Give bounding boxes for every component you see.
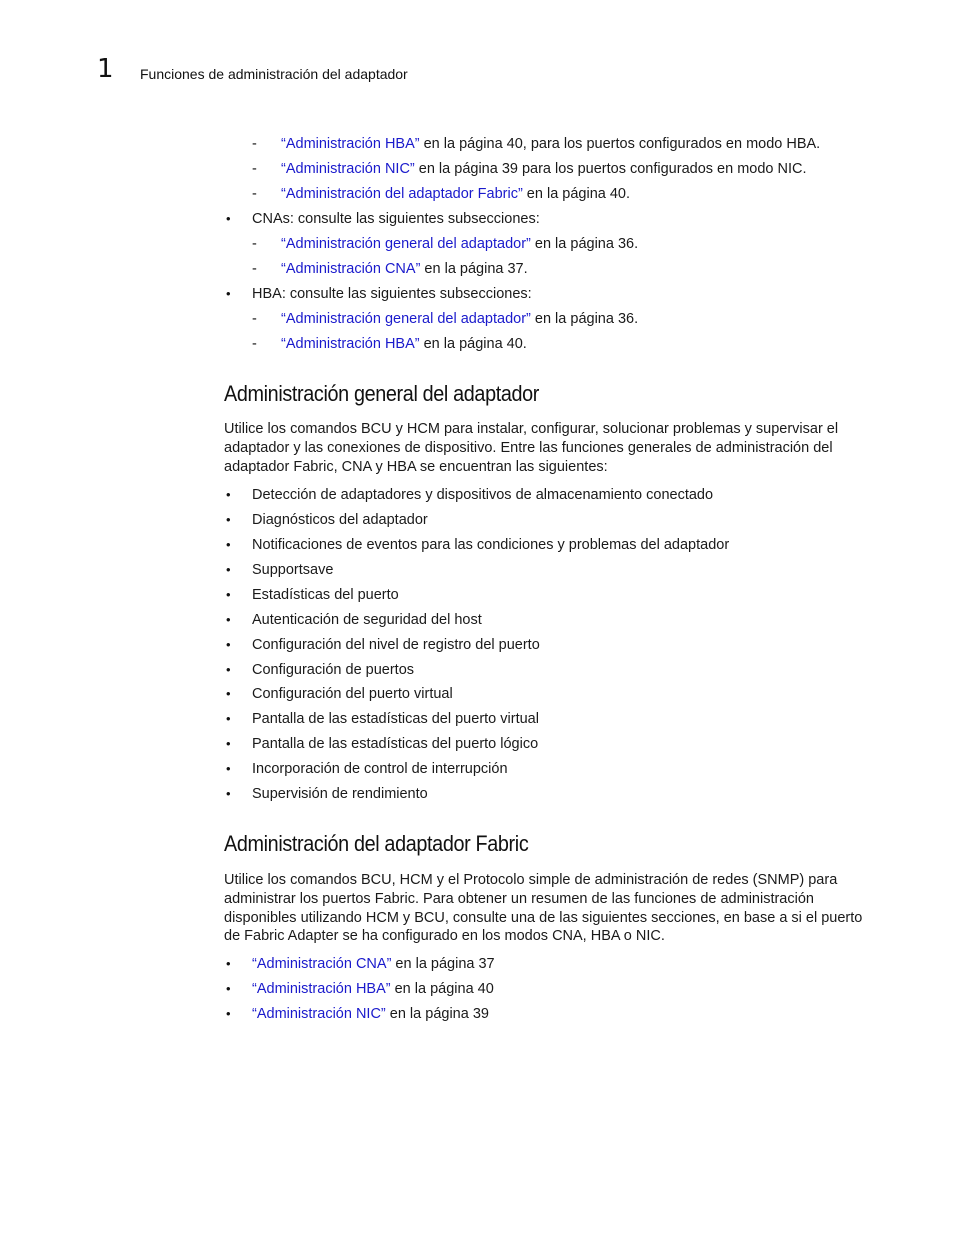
bullet-icon: • [226, 537, 231, 552]
bullet-icon: • [226, 956, 231, 971]
list-item-text: en la página 40. [419, 336, 527, 352]
list-item: Configuración del nivel de registro del puerto [252, 637, 540, 653]
list-item-text: en la página 39 [385, 1006, 489, 1022]
bullet-icon: • [226, 736, 231, 751]
list-item-text: en la página 40. [522, 186, 631, 202]
list-item: Configuración del puerto virtual [252, 686, 453, 702]
xref-link[interactable]: “Administración general del adaptador” [281, 236, 531, 252]
paragraph-line: de Fabric Adapter se ha configurado en los modos CNA, HBA o NIC. [224, 928, 665, 945]
xref-link[interactable]: “Administración HBA” [281, 136, 420, 152]
list-item-text: en la página 40 [390, 981, 494, 997]
dash-marker: - [252, 186, 257, 202]
dash-marker: - [252, 336, 257, 352]
list-item: Supervisión de rendimiento [252, 786, 428, 802]
xref-link[interactable]: “Administración del adaptador Fabric” [281, 186, 523, 202]
list-item-text: en la página 39 para los puertos configurados en modo NIC. [414, 161, 807, 177]
list-item: Detección de adaptadores y dispositivos de almacenamiento conectado [252, 487, 714, 503]
bullet-icon: • [226, 612, 231, 627]
list-item-hba: HBA: consulte las siguientes subsecciones: [252, 286, 532, 302]
dash-marker: - [252, 236, 257, 252]
bullet-icon: • [226, 286, 231, 301]
chapter-number: 1 [97, 54, 114, 84]
list-item-cnas: CNAs: consulte las siguientes subsecciones: [252, 211, 540, 227]
list-item [281, 135, 820, 153]
section-fabric-paragraph [224, 871, 874, 946]
bullet-icon: • [226, 587, 231, 602]
list-item [252, 980, 494, 998]
bullet-icon: • [226, 512, 231, 527]
list-item [281, 310, 638, 328]
section-general-paragraph [224, 420, 874, 476]
dash-marker: - [252, 136, 257, 152]
section-heading-fabric: Administración del adaptador Fabric [224, 831, 529, 856]
section-heading-general: Administración general del adaptador [224, 381, 540, 406]
list-item-text: en la página 36. [530, 236, 639, 252]
bullet-icon: • [226, 662, 231, 677]
list-item-text: en la página 40, para los puertos configurados en modo HBA. [419, 136, 821, 152]
bullet-icon: • [226, 981, 231, 996]
xref-link[interactable]: “Administración HBA” [252, 981, 391, 997]
xref-link[interactable]: “Administración CNA” [252, 956, 392, 972]
list-item-text: en la página 36. [530, 311, 639, 327]
list-item [281, 235, 638, 253]
list-item [252, 1005, 489, 1023]
list-item [281, 185, 630, 203]
dash-marker: - [252, 161, 257, 177]
list-item: Notificaciones de eventos para las condiciones y problemas del adaptador [252, 537, 730, 553]
xref-link[interactable]: “Administración HBA” [281, 336, 420, 352]
list-item: Diagnósticos del adaptador [252, 512, 428, 528]
dash-marker: - [252, 311, 257, 327]
list-item: Pantalla de las estadísticas del puerto lógico [252, 736, 539, 752]
list-item [281, 260, 528, 278]
bullet-icon: • [226, 711, 231, 726]
list-item: Supportsave [252, 562, 334, 578]
paragraph-line: administrar los puertos Fabric. Para obtener un resumen de las funciones de administración [224, 890, 814, 907]
xref-link[interactable]: “Administración general del adaptador” [281, 311, 531, 327]
xref-link[interactable]: “Administración CNA” [281, 261, 421, 277]
bullet-icon: • [226, 686, 231, 701]
paragraph-line: Utilice los comandos BCU y HCM para instalar, configurar, solucionar problemas y supervisar el [224, 421, 839, 437]
bullet-icon: • [226, 637, 231, 652]
running-header-title: Funciones de administración del adaptador [140, 66, 408, 82]
list-item-text: en la página 37. [420, 261, 528, 277]
list-item: Pantalla de las estadísticas del puerto virtual [252, 711, 539, 727]
paragraph-line: disponibles utilizando HCM y BCU, consulte una de las siguientes secciones, en base a si el puerto [224, 909, 863, 926]
dash-marker: - [252, 261, 257, 277]
list-item: Configuración de puertos [252, 662, 415, 678]
list-item [281, 160, 807, 178]
list-item: Autenticación de seguridad del host [252, 612, 482, 628]
list-item: Estadísticas del puerto [252, 587, 399, 603]
list-item-text: en la página 37 [391, 956, 495, 972]
paragraph-line: adaptador y las conexiones de dispositivo. Entre las funciones generales de administración del [224, 439, 833, 456]
bullet-icon: • [226, 487, 231, 502]
bullet-icon: • [226, 1006, 231, 1021]
paragraph-line: Utilice los comandos BCU, HCM y el Protocolo simple de administración de redes (SNMP) para [224, 872, 838, 888]
list-item: Incorporación de control de interrupción [252, 761, 508, 777]
bullet-icon: • [226, 786, 231, 801]
xref-link[interactable]: “Administración NIC” [252, 1006, 386, 1022]
list-item [252, 955, 495, 973]
xref-link[interactable]: “Administración NIC” [281, 161, 415, 177]
paragraph-line: adaptador Fabric, CNA y HBA se encuentran las siguientes: [224, 458, 608, 475]
bullet-icon: • [226, 562, 231, 577]
list-item [281, 335, 527, 353]
bullet-icon: • [226, 211, 231, 226]
bullet-icon: • [226, 761, 231, 776]
